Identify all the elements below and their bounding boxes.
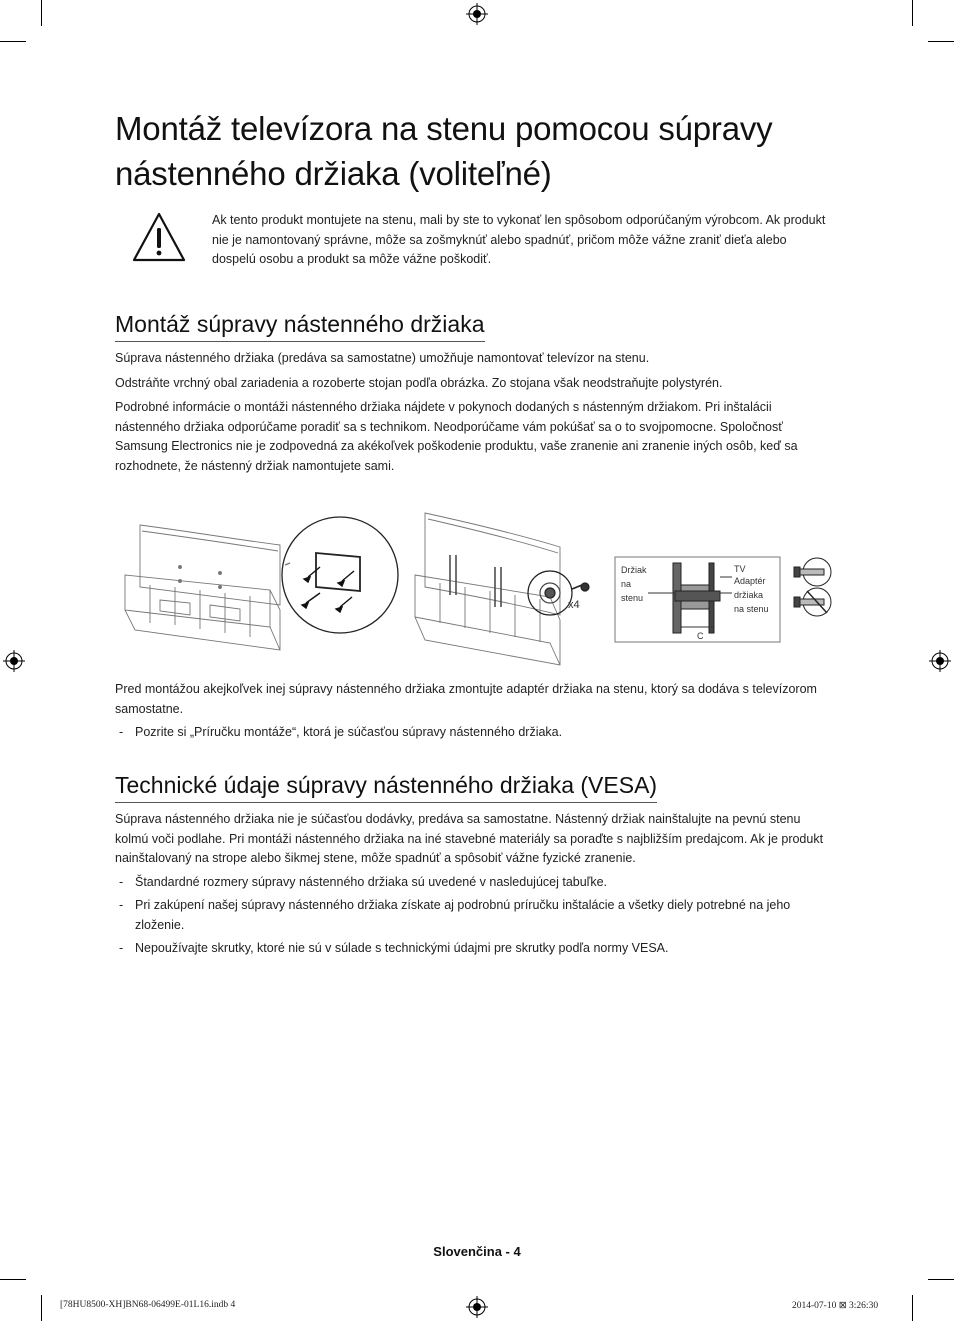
- label-c: C: [697, 631, 704, 641]
- label-wall-mount: Držiak na stenu: [621, 565, 647, 603]
- list-item: - Štandardné rozmery súpravy nástenného držiaka sú uvedené v nasledujúcej tabuľke.: [115, 873, 837, 893]
- wall-mount-diagram: [120, 505, 840, 675]
- screw-count-label: x4: [568, 599, 580, 611]
- crop-mark: [928, 1279, 954, 1280]
- page-number: Slovenčina - 4: [433, 1244, 521, 1259]
- list-item: - Pozrite si „Príručku montáže“, ktorá je súčasťou súpravy nástenného držiaka.: [115, 723, 837, 743]
- paragraph: Pred montážou akejkoľvek inej súpravy nástenného držiaka zmontujte adaptér držiaka na stenu, ktorý sa dodáva s televízorom samostatne.: [115, 682, 817, 716]
- crop-mark: [0, 41, 26, 42]
- section-heading-mounting: Montáž súpravy nástenného držiaka: [115, 309, 485, 342]
- bullet-dash: -: [119, 875, 124, 889]
- paragraph: Súprava nástenného držiaka (predáva sa samostatne) umožňuje namontovať televízor na stenu.: [115, 351, 650, 365]
- page-title: Montáž televízora na stenu pomocou súpravy nástenného držiaka (voliteľné): [115, 110, 773, 192]
- screw-detail: [528, 571, 589, 615]
- paragraph: Podrobné informácie o montáži nástenného držiaka nájdete v pokynoch dodaných s nástenným držiakom. Pri inštalácii nástenného držiaka odporúčame poradiť sa s technikom. Neodporúčame vám pokúšať sa o to svojpomocne. Spoločnosť Samsung Electronics nie je zodpovedná za akékoľvek poškodenie produktu, vaše zranenie ani zranenie iných osôb, keď sa rozhodnete, že nástenný držiak namontujete sami.: [115, 400, 798, 473]
- paragraph: Súprava nástenného držiaka nie je súčasťou dodávky, predáva sa samostatne. Nástenný držiak nainštalujte na pevnú stenu kolmú voči podlahe. Pri montáži nástenného držiaka na iné stavebné materiály sa poraďte s najbližším predajcom. Ak je produkt nainštalovaný na strope alebo šikmej stene, môže spadnúť a spôsobiť vážne fyzické zranenie.: [115, 812, 824, 865]
- registration-mark-icon: [466, 3, 488, 25]
- print-slug-right: 2014-07-10 ⊠ 3:26:30: [792, 1301, 879, 1311]
- registration-mark-icon: [466, 1296, 488, 1318]
- bullet-dash: -: [119, 725, 124, 739]
- label-adapter: Adaptér držiaka na stenu: [734, 576, 769, 614]
- screw-ok-icon: [794, 558, 831, 586]
- list-item: - Nepoužívajte skrutky, ktoré nie sú v súlade s technickými údajmi pre skrutky podľa normy VESA.: [115, 939, 837, 959]
- crop-mark: [928, 41, 954, 42]
- bullet-dash: -: [119, 941, 124, 955]
- registration-mark-icon: [929, 650, 951, 672]
- list-item: - Pri zakúpení našej súpravy nástenného držiaka získate aj podrobnú príručku inštalácie a všetky diely potrebné na jeho zloženie.: [119, 898, 791, 932]
- print-slug-left: [78HU8500-XH]BN68-06499E-01L16.indb 4: [60, 1300, 236, 1310]
- tv-on-stand-illustration: [125, 525, 280, 650]
- tv-back-illustration: [415, 513, 560, 665]
- crop-mark: [0, 1279, 26, 1280]
- section-heading-vesa: Technické údaje súpravy nástenného držiaka (VESA): [115, 770, 657, 803]
- warning-triangle-icon: [131, 211, 187, 263]
- paragraph: Odstráňte vrchný obal zariadenia a rozoberte stojan podľa obrázka. Zo stojana však neodstraňujte polystyrén.: [115, 376, 723, 390]
- crop-mark: [912, 1295, 913, 1321]
- warning-text: Ak tento produkt montujete na stenu, mali by ste to vykonať len spôsobom odporúčaným výrobcom. Ak produkt nie je namontovaný správne, môže sa zošmyknúť alebo spadnúť, pričom môže vážne zraniť dieťa alebo dospelú osobu a produkt sa môže vážne poškodiť.: [212, 213, 826, 266]
- crop-mark: [41, 1295, 42, 1321]
- zoom-detail-circle: [282, 517, 398, 633]
- crop-mark: [912, 0, 913, 26]
- label-tv: TV: [734, 564, 746, 574]
- registration-mark-icon: [3, 650, 25, 672]
- bullet-dash: -: [119, 898, 124, 912]
- crop-mark: [41, 0, 42, 26]
- cross-section-drawing: [648, 563, 732, 633]
- screw-not-allowed-icon: [794, 588, 831, 616]
